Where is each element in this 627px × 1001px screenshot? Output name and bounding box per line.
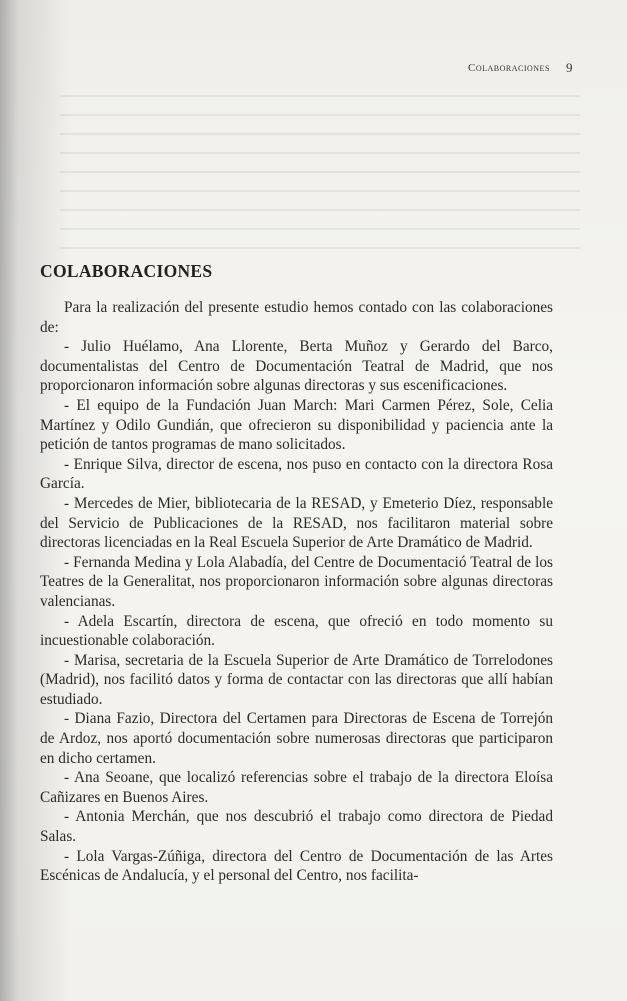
paragraph: - Diana Fazio, Directora del Certamen para Directoras de Escena de Torrejón de Ardoz, nos aportó documentación sobre numerosas directoras que participaron en dicho certamen. bbox=[40, 710, 553, 767]
paragraph: - Fernanda Medina y Lola Alabadía, del Centre de Documentació Teatral de los Teatres de la Generalitat, nos proporcionaron información sobre algunas directoras valencianas. bbox=[40, 553, 553, 610]
paragraph: - Antonia Merchán, que nos descubrió el trabajo como directora de Piedad Salas. bbox=[40, 808, 553, 846]
running-head: Colaboraciones bbox=[468, 62, 550, 74]
show-through-text bbox=[60, 95, 580, 265]
paragraph: - El equipo de la Fundación Juan March: Mari Carmen Pérez, Sole, Celia Martínez y Odilo Gundián, que ofrecieron su disponibilidad y paciencia ante la petición de tantos programas de mano solicitados. bbox=[40, 396, 553, 454]
paragraph: - Lola Vargas-Zúñiga, directora del Centro de Documentación de las Artes Escénicas de Andalucía, y el personal del Centro, nos facilita- bbox=[40, 847, 553, 885]
paragraph: - Mercedes de Mier, bibliotecaria de la RESAD, y Emeterio Díez, responsable del Servicio de Publicaciones de la RESAD, nos facilitaron material sobre directoras licenciadas en la Real Escuela Superior de Arte Dramático de Madrid. bbox=[40, 494, 553, 552]
paragraph: - Julio Huélamo, Ana Llorente, Berta Muñoz y Gerardo del Barco, documentalistas del Centro de Documentación Teatral de Madrid, que nos proporcionaron información sobre algunas directoras y sus escenificaciones. bbox=[40, 338, 553, 395]
paragraph: - Ana Seoane, que localizó referencias sobre el trabajo de la directora Eloísa Cañizares en Buenos Aires. bbox=[40, 769, 553, 806]
paragraph: - Adela Escartín, directora de escena, que ofreció en todo momento su incuestionable colaboración. bbox=[40, 612, 553, 650]
section-title: COLABORACIONES bbox=[40, 261, 213, 281]
page-number: 9 bbox=[566, 60, 573, 75]
paragraph: - Enrique Silva, director de escena, nos puso en contacto con la directora Rosa García. bbox=[40, 455, 553, 493]
paragraph: - Marisa, secretaria de la Escuela Superior de Arte Dramático de Torrelodones (Madrid), nos facilitó datos y forma de contactar con las directoras que allí habían estudiado. bbox=[40, 651, 553, 708]
body-text bbox=[40, 298, 553, 886]
paragraph-intro: Para la realización del presente estudio hemos contado con las colaboraciones de: bbox=[40, 299, 553, 336]
